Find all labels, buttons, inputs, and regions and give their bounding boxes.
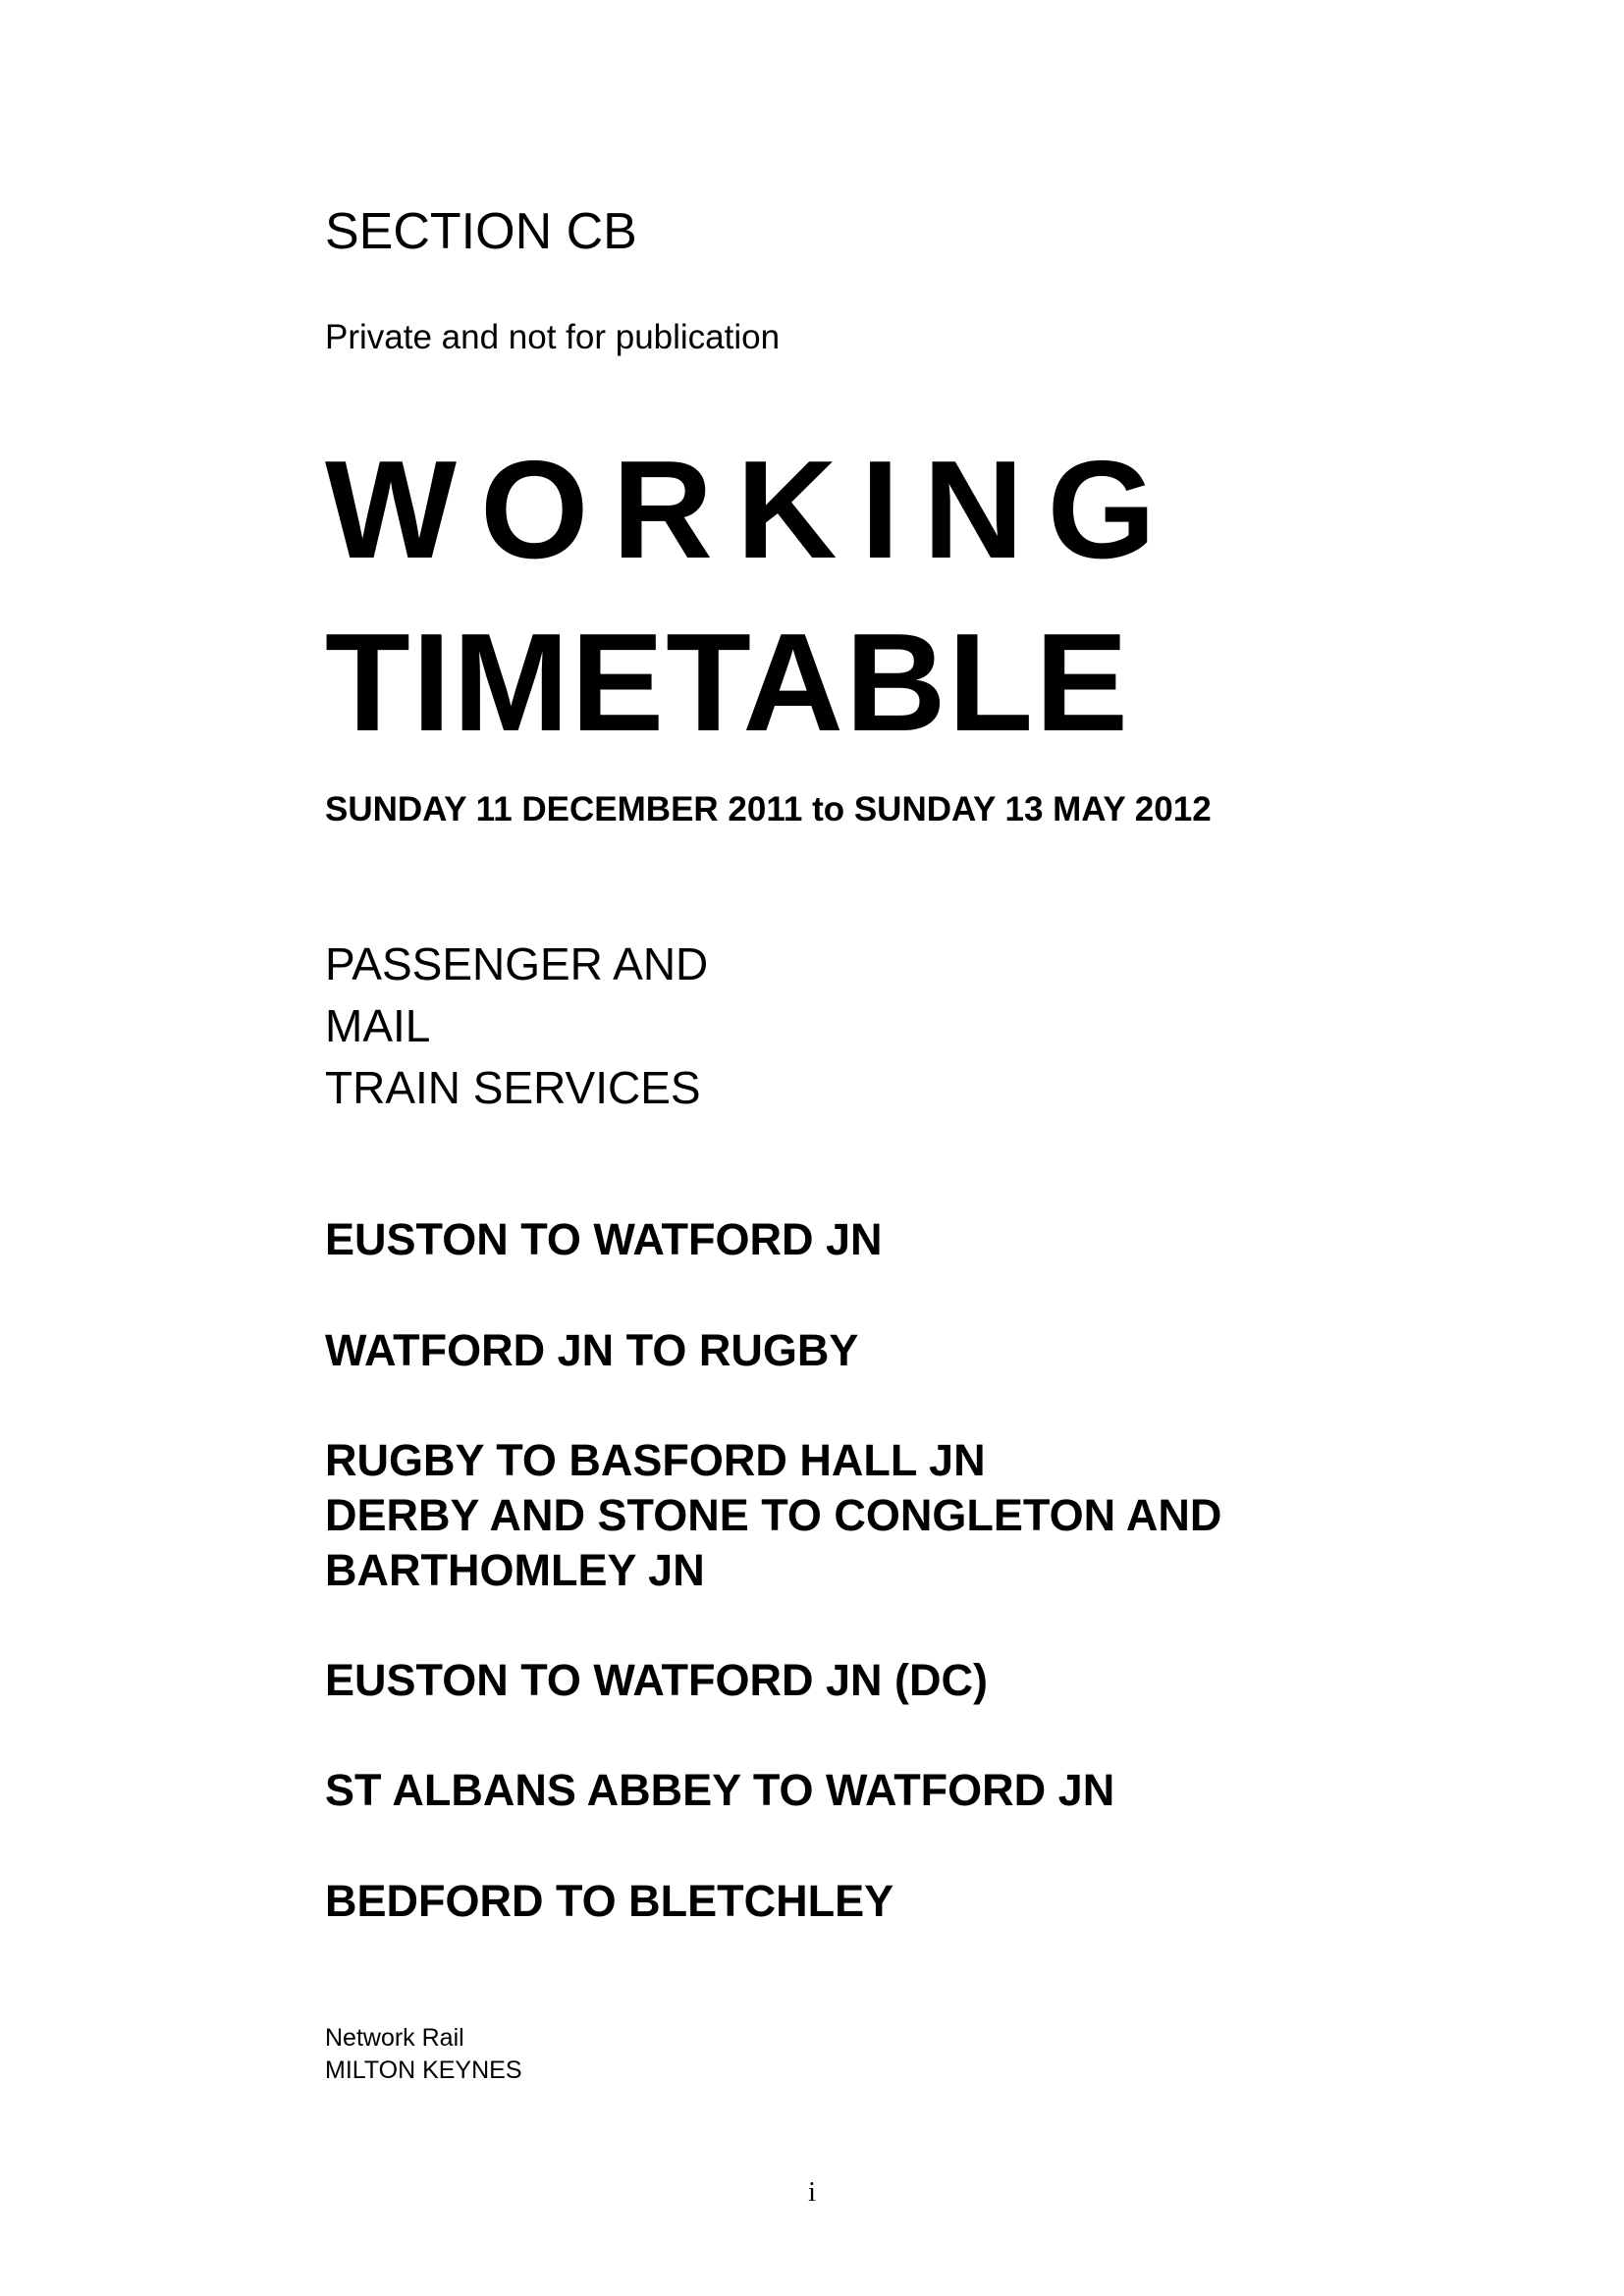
title-line-timetable: TIMETABLE xyxy=(325,605,1130,761)
date-range: SUNDAY 11 DECEMBER 2011 to SUNDAY 13 MAY 2012 xyxy=(325,790,1212,828)
main-title xyxy=(325,424,1179,770)
route-line: ST ALBANS ABBEY TO WATFORD JN xyxy=(325,1765,1115,1815)
route-heading xyxy=(325,1433,1221,1598)
route-heading xyxy=(325,1653,988,1708)
publisher-block xyxy=(325,2022,522,2087)
route-line: EUSTON TO WATFORD JN xyxy=(325,1214,883,1264)
route-heading xyxy=(325,1323,858,1378)
service-type-line: MAIL xyxy=(325,1000,431,1051)
service-type-line: PASSENGER AND xyxy=(325,938,709,989)
route-line: RUGBY TO BASFORD HALL JN xyxy=(325,1435,986,1485)
service-type xyxy=(325,934,708,1119)
route-heading xyxy=(325,1212,883,1267)
publisher-name: Network Rail xyxy=(325,2024,464,2052)
publisher-location: MILTON KEYNES xyxy=(325,2056,522,2084)
route-line: BEDFORD TO BLETCHLEY xyxy=(325,1876,894,1926)
route-line: EUSTON TO WATFORD JN (DC) xyxy=(325,1655,988,1705)
route-heading xyxy=(325,1763,1114,1818)
route-heading xyxy=(325,1874,893,1929)
route-line: DERBY AND STONE TO CONGLETON AND xyxy=(325,1490,1222,1540)
route-line: WATFORD JN TO RUGBY xyxy=(325,1325,859,1375)
page-number: i xyxy=(808,2177,816,2208)
service-type-line: TRAIN SERVICES xyxy=(325,1062,701,1113)
route-line: BARTHOMLEY JN xyxy=(325,1545,705,1595)
section-label: SECTION CB xyxy=(325,203,637,260)
title-line-working: WORKING xyxy=(325,432,1180,588)
privacy-note: Private and not for publication xyxy=(325,318,781,356)
